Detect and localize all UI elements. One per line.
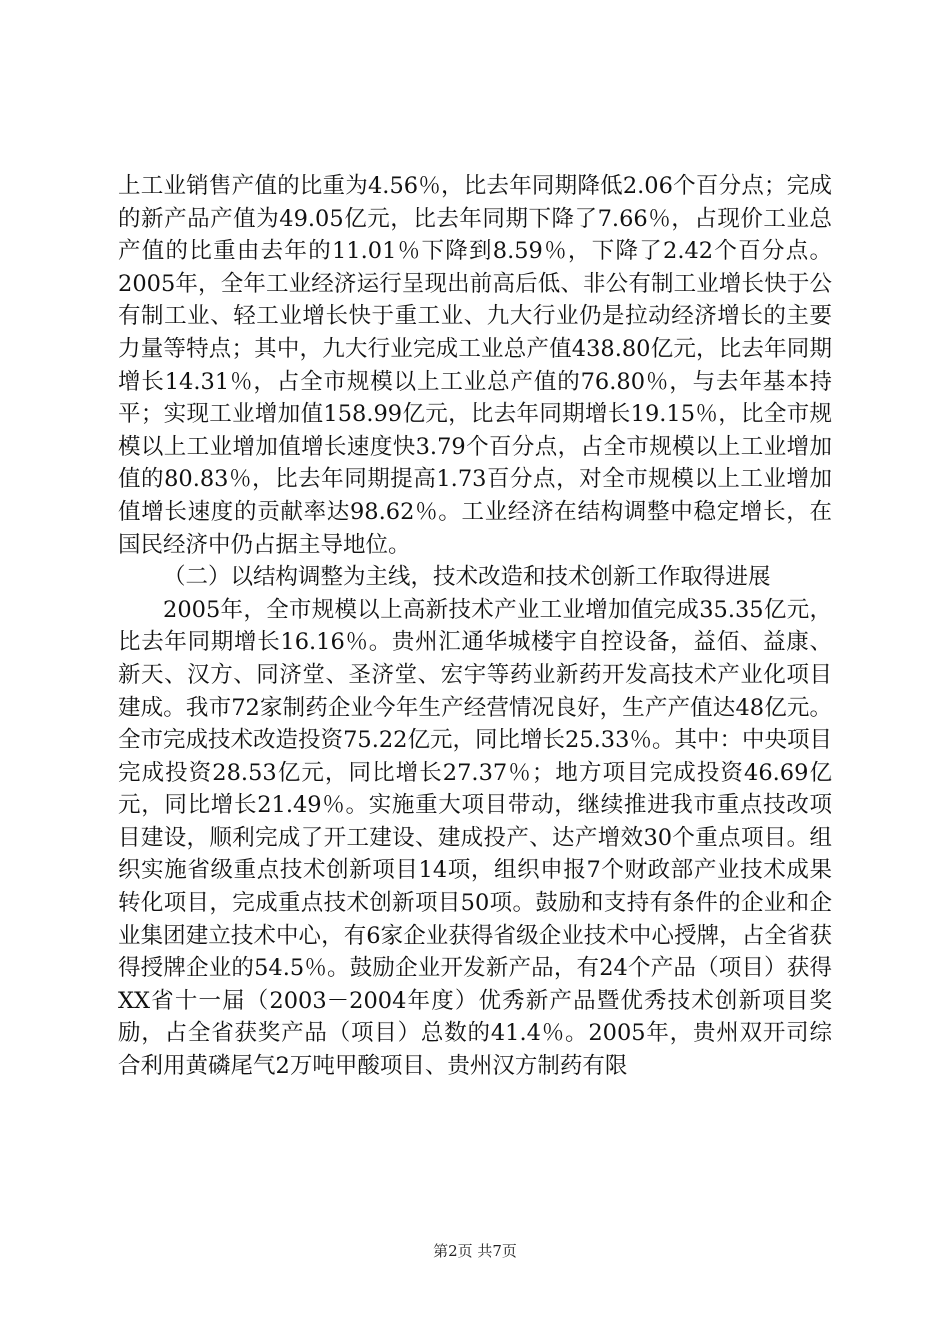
page-number: 第2页 共7页 (433, 1242, 517, 1260)
page-footer (0, 1241, 950, 1261)
paragraph-tech-innovation: 2005年，全市规模以上高新技术产业工业增加值完成35.35亿元，比去年同期增长16.16％。贵州汇通华城楼宇自控设备，益佰、益康、新天、汉方、同济堂、圣济堂、宏宇等药业新药开发高技术产业化项目建成。我市72家制药企业今年生产经营情况良好，生产产值达48亿元。全市完成技术改造投资75.22亿元，同比增长25.33％。其中：中央项目完成投资28.53亿元，同比增长27.37％；地方项目完成投资46.69亿元，同比增长21.49％。实施重大项目带动，继续推进我市重点技改项目建设，顺利完成了开工建设、建成投产、达产增效30个重点项目。组织实施省级重点技术创新项目14项，组织申报7个财政部产业技术成果转化项目，完成重点技术创新项目50项。鼓励和支持有条件的企业和企业集团建立技术中心，有6家企业获得省级企业技术中心授牌，占全省获得授牌企业的54.5％。鼓励企业开发新产品，有24个产品（项目）获得XX省十一届（2003－2004年度）优秀新产品暨优秀技术创新项目奖励，占全省获奖产品（项目）总数的41.4％。2005年，贵州双开司综合利用黄磷尾气2万吨甲酸项目、贵州汉方制药有限 (118, 596, 832, 1080)
paragraph-industrial-summary: 上工业销售产值的比重为4.56％，比去年同期降低2.06个百分点；完成的新产品产值为49.05亿元，比去年同期下降了7.66％，占现价工业总产值的比重由去年的11.01％下降到8.59％，下降了2.42个百分点。2005年，全年工业经济运行呈现出前高后低、非公有制工业增长快于公有制工业、轻工业增长快于重工业、九大行业仍是拉动经济增长的主要力量等特点；其中，九大行业完成工业总产值438.80亿元，比去年同期增长14.31％，占全市规模以上工业总产值的76.80％，与去年基本持平；实现工业增加值158.99亿元，比去年同期增长19.15％，比全市规模以上工业增加值增长速度快3.79个百分点，占全市规模以上工业增加值的80.83％，比去年同期提高1.73百分点，对全市规模以上工业增加值增长速度的贡献率达98.62％。工业经济在结构调整中稳定增长，在国民经济中仍占据主导地位。 (118, 173, 832, 558)
document-body (118, 170, 832, 1083)
section-heading: （二）以结构调整为主线，技术改造和技术创新工作取得进展 (163, 564, 771, 591)
